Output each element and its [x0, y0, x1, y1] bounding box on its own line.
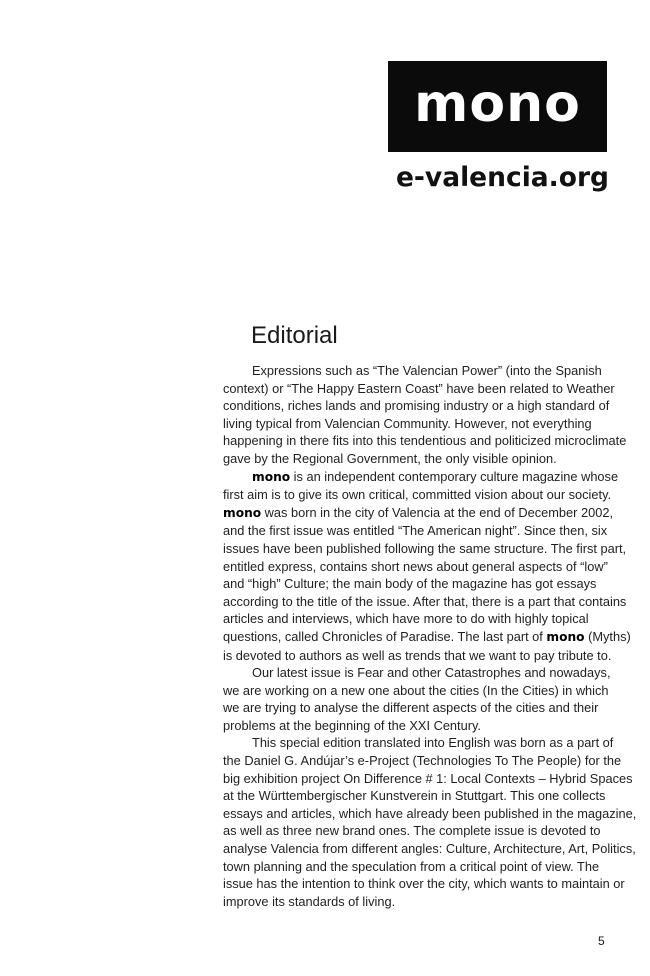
body-line: This special edition translated into English was born as a part of — [252, 735, 614, 751]
body-line: is devoted to authors as well as trends that we want to pay tribute to. — [223, 647, 612, 663]
body-line: the Daniel G. Andújar’s e-Project (Technologies To The People) for the — [223, 753, 622, 769]
body-line: essays and articles, which have already been published in the magazine, — [223, 805, 637, 821]
body-line: mono is an independent contemporary culture magazine whose — [252, 468, 619, 484]
article-body — [223, 362, 637, 910]
body-line: as well as three new brand ones. The complete issue is devoted to — [223, 823, 601, 839]
body-line: Expressions such as “The Valencian Power” (into the Spanish — [252, 363, 602, 378]
brand-name: mono — [223, 505, 262, 520]
body-line: first aim is to give its own critical, committed vision about our society. — [223, 487, 612, 503]
brand-name: mono — [252, 469, 291, 484]
body-line: gave by the Regional Government, the only visible opinion. — [223, 450, 557, 466]
body-line: happening in there fits into this tendentious and politicized microclimate — [223, 433, 627, 449]
body-line: living typical from Valencian Community. However, not everything — [223, 415, 592, 431]
page-number: 5 — [598, 934, 605, 948]
body-line: articles and interviews, which have more to do with highly topical — [223, 611, 589, 627]
body-line: and the first issue was entitled “The American night”. Since then, six — [223, 523, 608, 539]
body-line: town planning and the speculation from a critical point of view. The — [223, 858, 600, 874]
logo-text: mono — [414, 73, 581, 134]
site-url: e-valencia.org — [395, 162, 609, 193]
brand-name: mono — [546, 629, 585, 644]
body-line: we are trying to analyse the different aspects of the cities and their — [223, 700, 599, 716]
body-line: questions, called Chronicles of Paradise. The last part of mono (Myths) — [223, 628, 631, 644]
body-line: analyse Valencia from different angles: Culture, Architecture, Art, Politics, — [223, 841, 636, 857]
body-line: we are working on a new one about the cities (In the Cities) in which — [223, 682, 609, 698]
body-line: according to the title of the issue. After that, there is a part that contains — [223, 593, 627, 609]
body-line: conditions, riches lands and promising industry or a high standard of — [223, 398, 610, 414]
body-line: Our latest issue is Fear and other Catastrophes and nowadays, — [252, 665, 611, 681]
body-line: and “high” Culture; the main body of the magazine has got essays — [223, 576, 597, 592]
body-line: big exhibition project On Difference # 1: Local Contexts – Hybrid Spaces — [223, 770, 633, 786]
body-line: issues have been published following the same structure. The first part, — [223, 540, 627, 556]
body-line: improve its standards of living. — [223, 893, 396, 909]
article-title: Editorial — [251, 322, 338, 349]
body-line: problems at the beginning of the XXI Century. — [223, 717, 481, 733]
body-line: at the Württembergischer Kunstverein in Stuttgart. This one collects — [223, 788, 606, 804]
body-line: entitled express, contains short news about general aspects of “low” — [223, 558, 608, 574]
body-line: mono was born in the city of Valencia at the end of December 2002, — [223, 504, 614, 520]
mono-logo — [388, 61, 607, 152]
body-line: context) or “The Happy Eastern Coast” have been related to Weather — [223, 380, 615, 396]
body-line: issue has the intention to think over the city, which wants to maintain or — [223, 876, 625, 892]
